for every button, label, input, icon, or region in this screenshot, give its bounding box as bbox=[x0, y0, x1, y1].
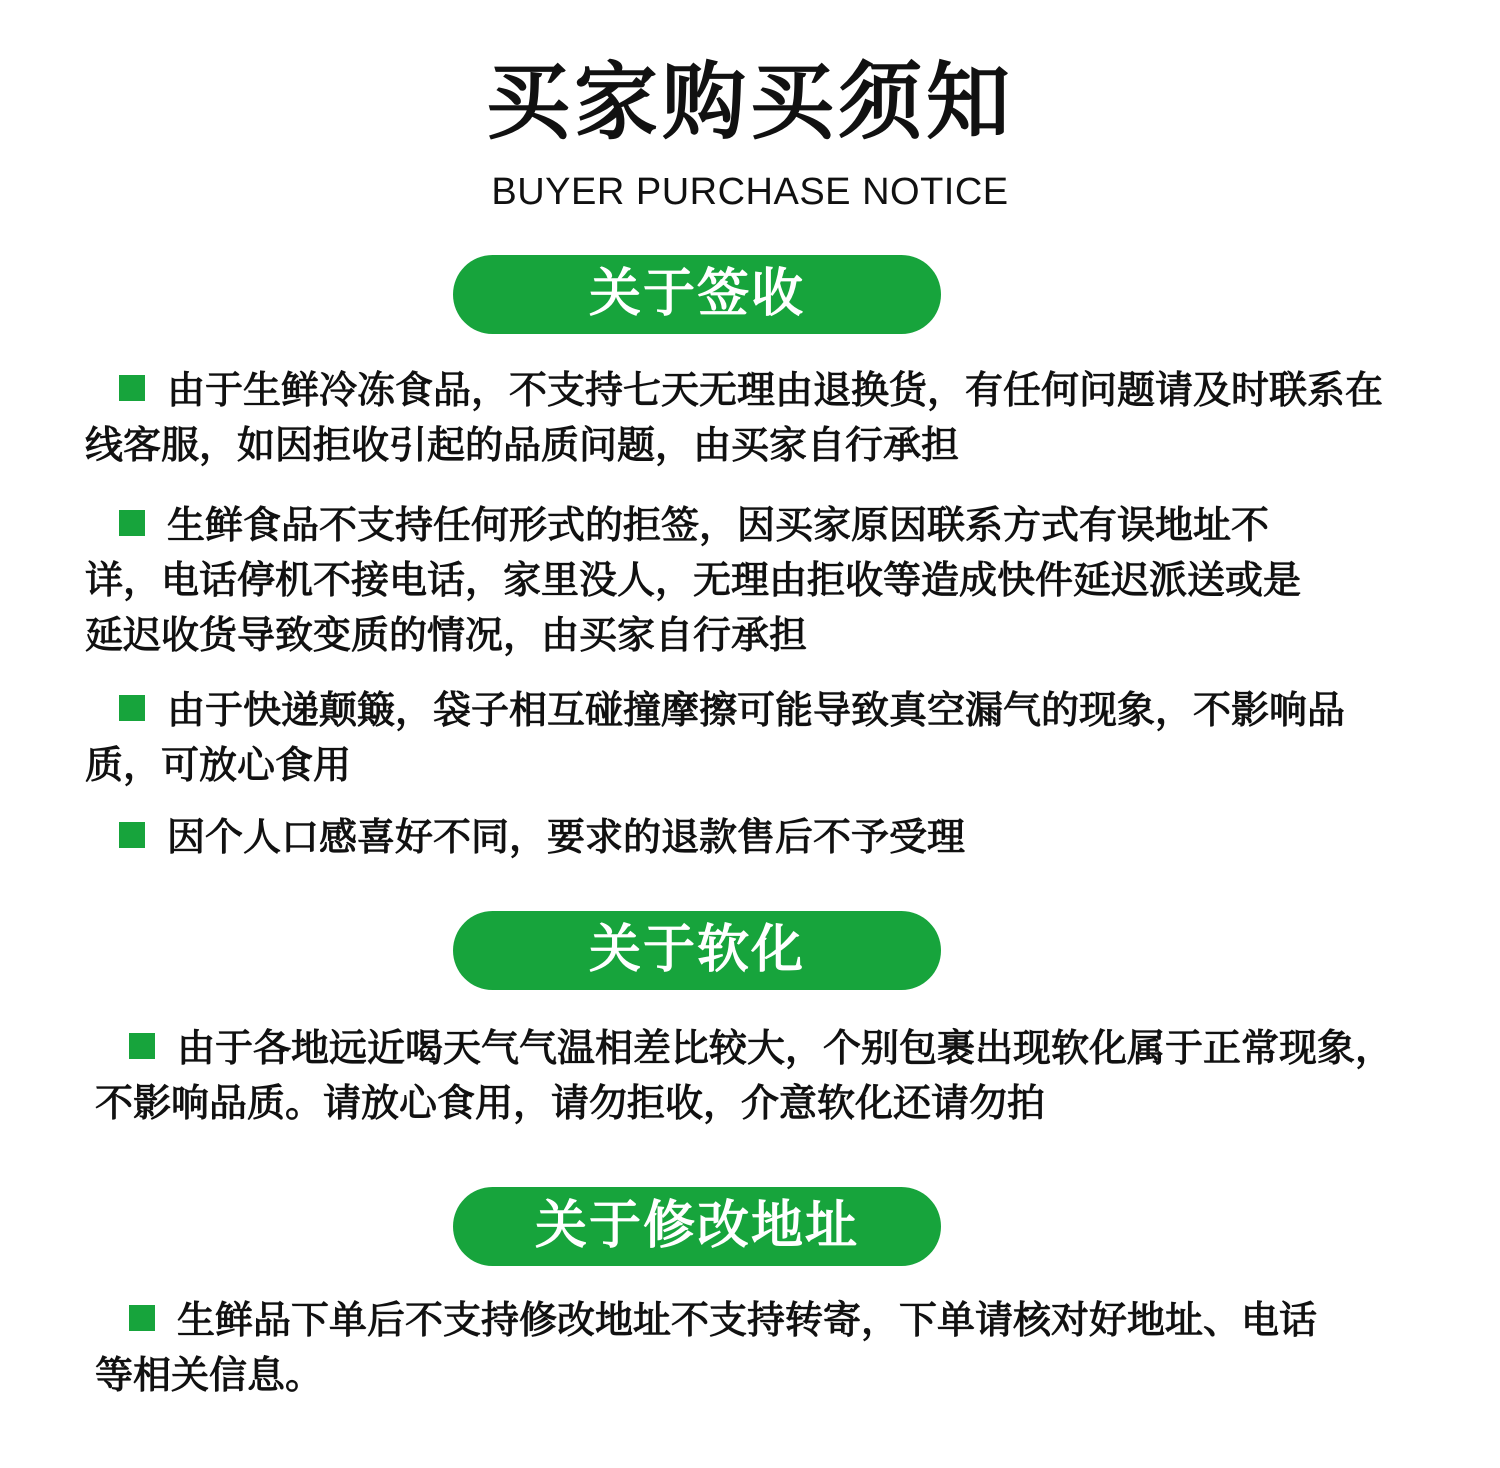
square-bullet-icon bbox=[119, 822, 145, 848]
notice-item bbox=[95, 1293, 1335, 1403]
section-heading-softening: 关于软化 bbox=[453, 911, 941, 990]
notice-item-text: 由于快递颠簸，袋子相互碰撞摩擦可能导致真空漏气的现象，不影响品质，可放心食用 bbox=[85, 688, 1346, 787]
notice-item bbox=[95, 1021, 1405, 1131]
square-bullet-icon bbox=[129, 1305, 155, 1331]
section-heading-signing: 关于签收 bbox=[453, 255, 941, 334]
notice-item-text: 由于生鲜冷冻食品，不支持七天无理由退换货，有任何问题请及时联系在线客服，如因拒收引起的品质问题，由买家自行承担 bbox=[85, 368, 1384, 467]
notice-item bbox=[85, 363, 1405, 473]
section-heading-address-change: 关于修改地址 bbox=[453, 1187, 941, 1266]
page-subtitle: BUYER PURCHASE NOTICE bbox=[491, 171, 1009, 213]
notice-item-text: 因个人口感喜好不同，要求的退款售后不予受理 bbox=[167, 815, 966, 859]
square-bullet-icon bbox=[119, 375, 145, 401]
square-bullet-icon bbox=[129, 1033, 155, 1059]
notice-item bbox=[85, 683, 1365, 793]
notice-item bbox=[85, 498, 1315, 663]
square-bullet-icon bbox=[119, 695, 145, 721]
notice-item-text: 生鲜品下单后不支持修改地址不支持转寄，下单请核对好地址、电话等相关信息。 bbox=[95, 1298, 1318, 1397]
page-title: 买家购买须知 bbox=[485, 53, 1014, 151]
square-bullet-icon bbox=[119, 510, 145, 536]
notice-item bbox=[85, 810, 1405, 865]
notice-item-text: 生鲜食品不支持任何形式的拒签，因买家原因联系方式有误地址不详，电话停机不接电话，家里没人，无理由拒收等造成快件延迟派送或是延迟收货导致变质的情况，由买家自行承担 bbox=[85, 503, 1302, 657]
notice-item-text: 由于各地远近喝天气气温相差比较大，个别包裹出现软化属于正常现象，不影响品质。请放心食用，请勿拒收，介意软化还请勿拍 bbox=[95, 1026, 1394, 1125]
